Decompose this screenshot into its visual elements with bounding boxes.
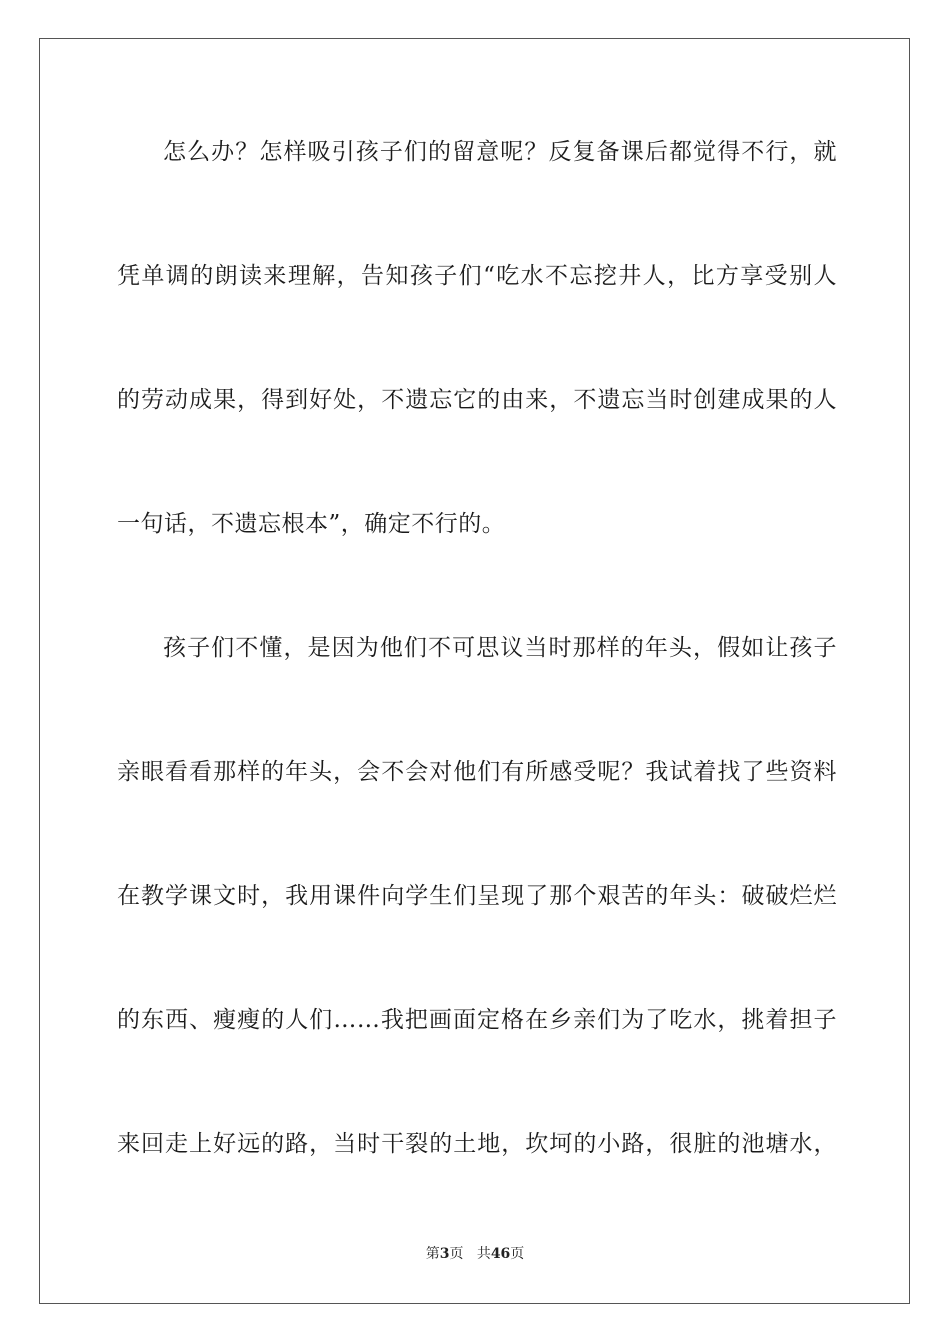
page-suffix: 页 <box>449 1246 464 1262</box>
paragraph-1-line-1: 怎么办？怎样吸引孩子们的留意呢？反复备课后都觉得不行，就 <box>163 139 837 165</box>
total-pages: 46 <box>490 1246 511 1262</box>
paragraph-2-line-5: 来回走上好远的路，当时干裂的土地，坎坷的小路，很脏的池塘水， <box>117 1131 837 1157</box>
paragraph-1-line-2: 凭单调的朗读来理解，告知孩子们“吃水不忘挖井人，比方享受别人 <box>117 263 837 289</box>
page-border <box>39 38 910 1304</box>
page-number: 3 <box>439 1246 450 1262</box>
paragraph-2-line-4: 的东西、瘦瘦的人们……我把画面定格在乡亲们为了吃水，挑着担子 <box>117 1007 837 1033</box>
paragraph-1-line-4: 一句话，不遗忘根本”，确定不行的。 <box>117 511 506 537</box>
paragraph-2-line-3: 在教学课文时，我用课件向学生们呈现了那个艰苦的年头：破破烂烂 <box>117 883 837 909</box>
page-footer <box>0 1244 950 1264</box>
total-prefix: 共 <box>476 1246 491 1262</box>
paragraph-1-line-3: 的劳动成果，得到好处，不遗忘它的由来，不遗忘当时创建成果的人 <box>117 387 837 413</box>
paragraph-2-line-2: 亲眼看看那样的年头，会不会对他们有所感受呢？我试着找了些资料 <box>117 759 837 785</box>
page-prefix: 第 <box>425 1246 440 1262</box>
total-suffix: 页 <box>510 1246 525 1262</box>
paragraph-2-line-1: 孩子们不懂，是因为他们不可思议当时那样的年头，假如让孩子 <box>163 635 837 661</box>
